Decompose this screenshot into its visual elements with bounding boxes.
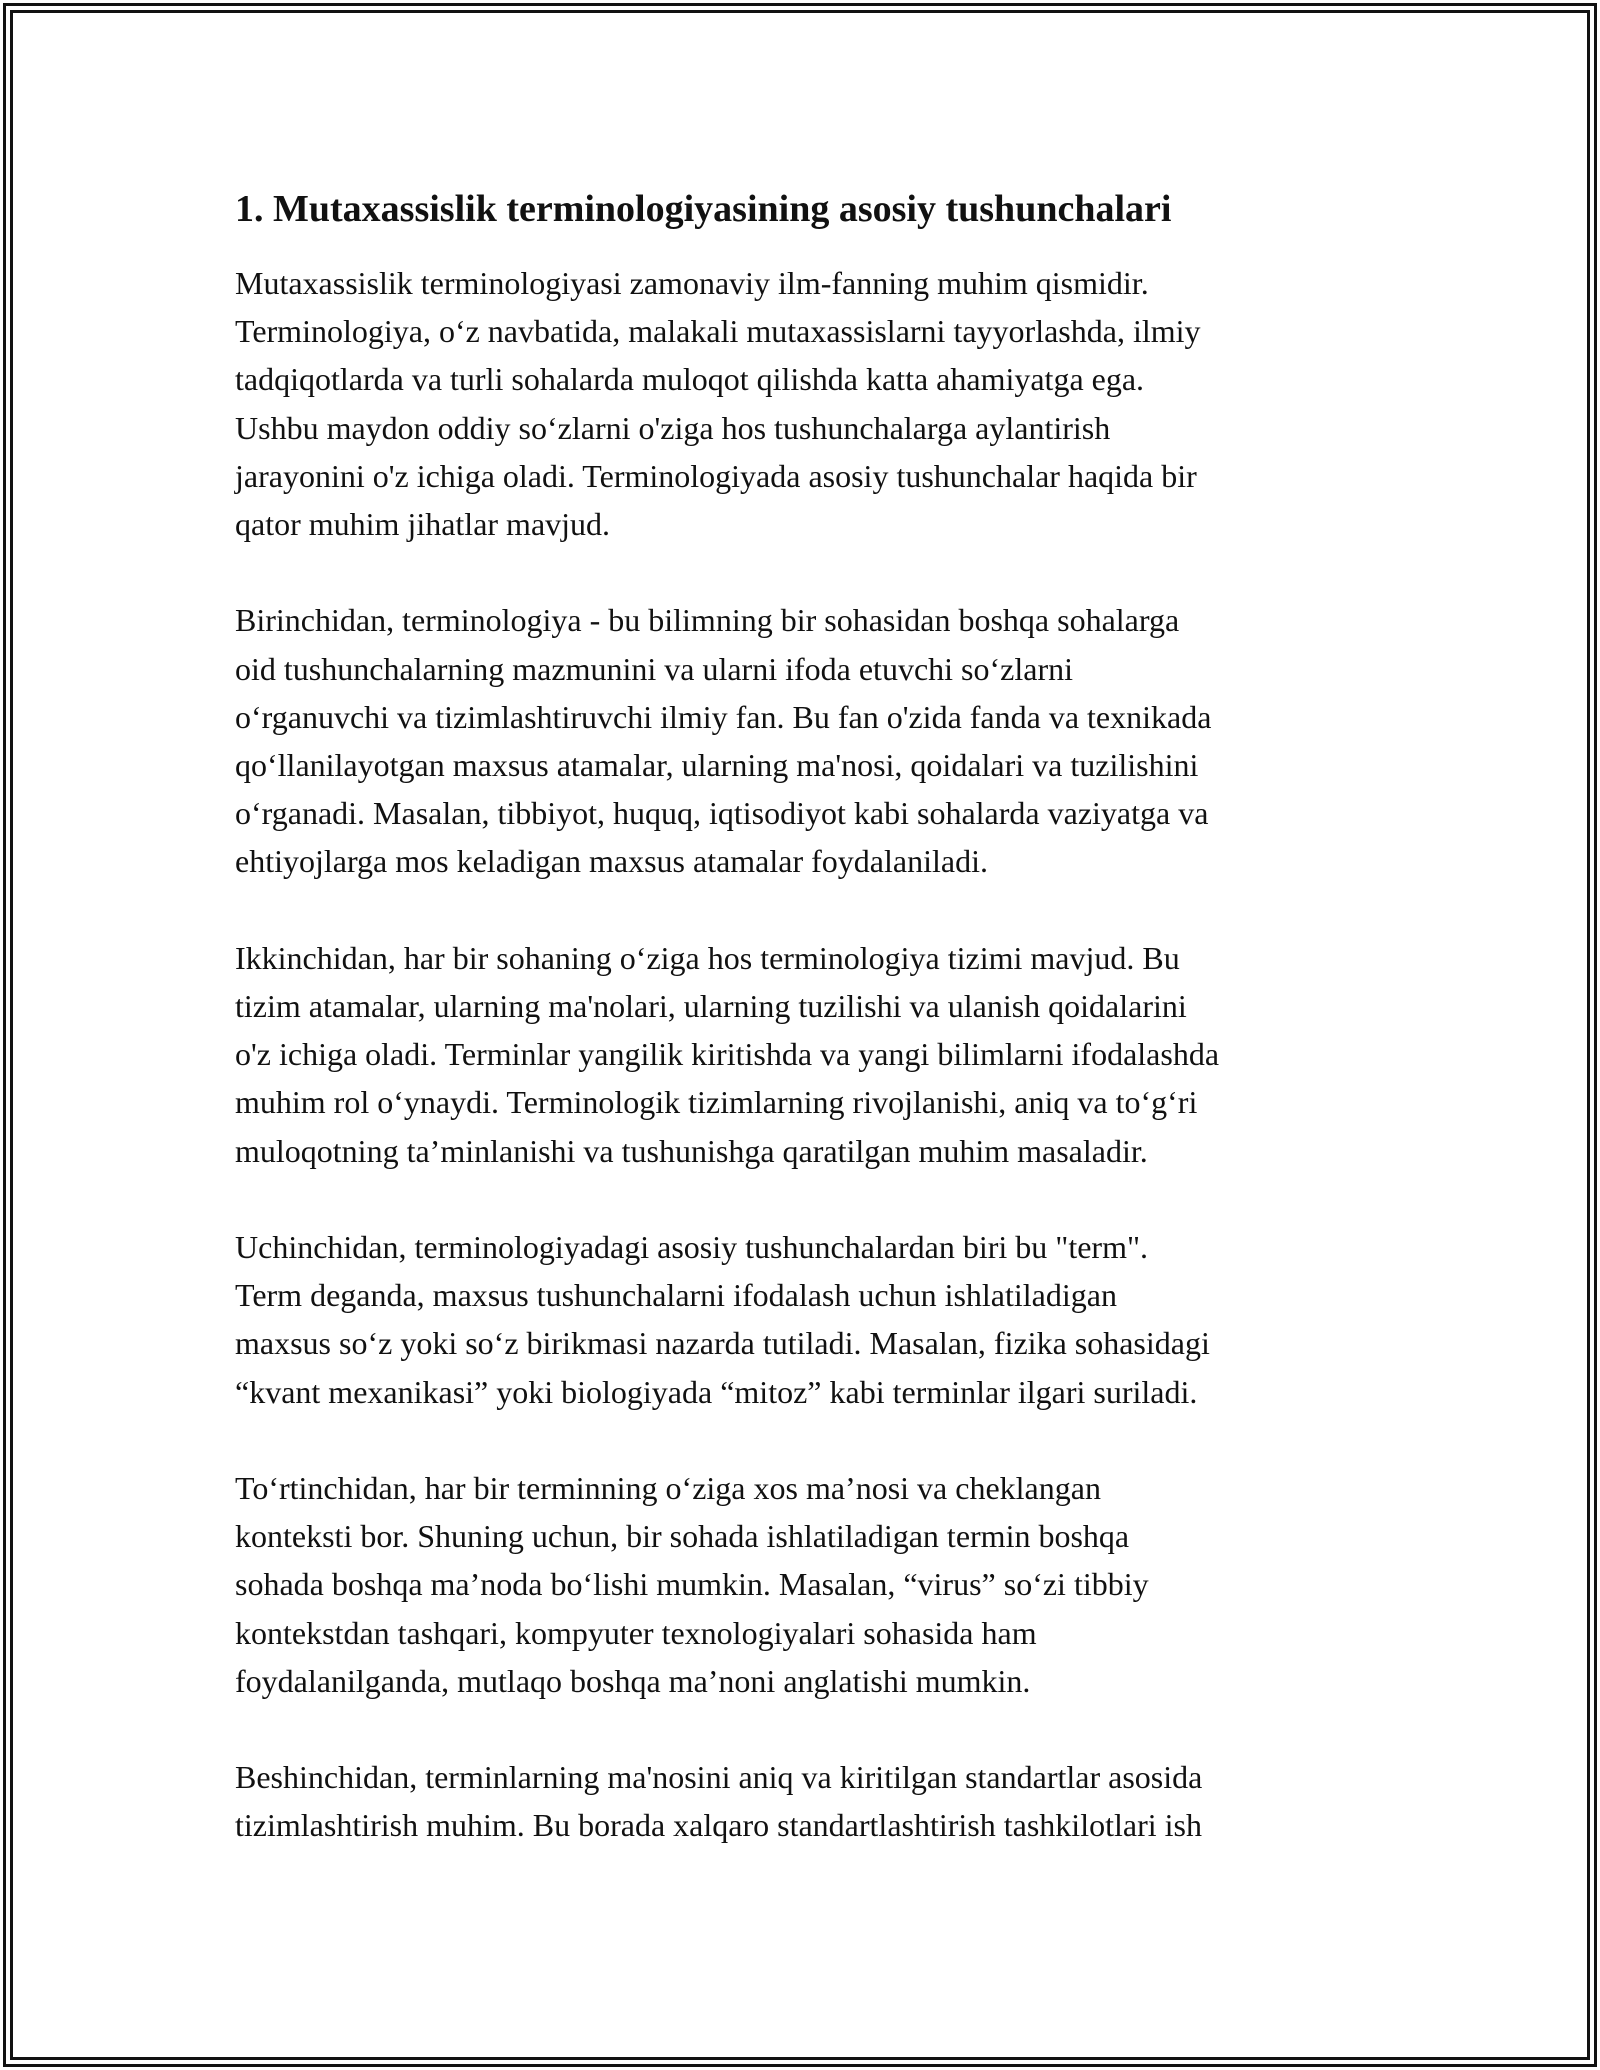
paragraph-fifth	[235, 1753, 1385, 1849]
paragraph-line: Ushbu maydon oddiy so‘zlarni o'ziga hos tushunchalarga aylantirish	[235, 409, 1111, 446]
paragraph-line: Terminologiya, o‘z navbatida, malakali mutaxassislarni tayyorlashda, ilmiy	[235, 313, 1201, 350]
paragraph-third	[235, 1223, 1385, 1416]
paragraph-line: foydalanilganda, mutlaqo boshqa ma’noni anglatishi mumkin.	[235, 1662, 1031, 1699]
paragraph-intro	[235, 259, 1385, 548]
document-body	[235, 185, 1385, 1898]
paragraph-line: ehtiyojlarga mos keladigan maxsus atamalar foydalaniladi.	[235, 843, 988, 880]
paragraph-line: oid tushunchalarning mazmunini va ularni ifoda etuvchi so‘zlarni	[235, 650, 1073, 687]
paragraph-line: Term deganda, maxsus tushunchalarni ifodalash uchun ishlatiladigan	[235, 1277, 1117, 1314]
paragraph-line: “kvant mexanikasi” yoki biologiyada “mitoz” kabi terminlar ilgari suriladi.	[235, 1373, 1198, 1410]
paragraph-line: muhim rol o‘ynaydi. Terminologik tizimlarning rivojlanishi, aniq va to‘g‘ri	[235, 1084, 1198, 1121]
paragraph-line: kontekstdan tashqari, kompyuter texnologiyalari sohasida ham	[235, 1614, 1037, 1651]
paragraph-line: o'z ichiga oladi. Terminlar yangilik kiritishda va yangi bilimlarni ifodalashda	[235, 1036, 1220, 1073]
paragraph-fourth	[235, 1464, 1385, 1705]
paragraph-line: Ikkinchidan, har bir sohaning o‘ziga hos terminologiya tizimi mavjud. Bu	[235, 939, 1180, 976]
paragraph-line: jarayonini o'z ichiga oladi. Terminologiyada asosiy tushunchalar haqida bir	[235, 457, 1197, 494]
paragraph-line: Mutaxassislik terminologiyasi zamonaviy ilm-fanning muhim qismidir.	[235, 265, 1149, 301]
paragraph-second	[235, 934, 1385, 1175]
paragraph-first	[235, 596, 1385, 885]
paragraph-line: qator muhim jihatlar mavjud.	[235, 506, 611, 543]
paragraph-line: sohada boshqa ma’noda bo‘lishi mumkin. Masalan, “virus” so‘zi tibbiy	[235, 1566, 1149, 1603]
paragraph-line: maxsus so‘z yoki so‘z birikmasi nazarda tutiladi. Masalan, fizika sohasidagi	[235, 1325, 1210, 1362]
paragraph-line: konteksti bor. Shuning uchun, bir sohada ishlatiladigan termin boshqa	[235, 1518, 1130, 1555]
section-heading: 1. Mutaxassislik terminologiyasining asosiy tushunchalari	[235, 188, 1172, 230]
paragraph-line: Birinchidan, terminologiya - bu bilimning bir sohasidan boshqa sohalarga	[235, 602, 1180, 639]
paragraph-line: o‘rganadi. Masalan, tibbiyot, huquq, iqtisodiyot kabi sohalarda vaziyatga va	[235, 795, 1209, 832]
paragraph-line: tadqiqotlarda va turli sohalarda muloqot qilishda katta ahamiyatga ega.	[235, 361, 1145, 398]
paragraph-line: To‘rtinchidan, har bir terminning o‘ziga xos ma’nosi va cheklangan	[235, 1470, 1101, 1507]
paragraph-line: qo‘llanilayotgan maxsus atamalar, ularning ma'nosi, qoidalari va tuzilishini	[235, 747, 1199, 784]
paragraph-line: tizim atamalar, ularning ma'nolari, ularning tuzilishi va ulanish qoidalarini	[235, 988, 1187, 1025]
paragraph-line: Uchinchidan, terminologiyadagi asosiy tushunchalardan biri bu "term".	[235, 1229, 1149, 1266]
paragraph-line: Beshinchidan, terminlarning ma'nosini aniq va kiritilgan standartlar asosida	[235, 1759, 1203, 1796]
paragraph-line: o‘rganuvchi va tizimlashtiruvchi ilmiy fan. Bu fan o'zida fanda va texnikada	[235, 698, 1212, 735]
paragraph-line: muloqotning ta’minlanishi va tushunishga qaratilgan muhim masaladir.	[235, 1132, 1148, 1169]
paragraph-line: tizimlashtirish muhim. Bu borada xalqaro standartlashtirish tashkilotlari ish	[235, 1807, 1202, 1844]
